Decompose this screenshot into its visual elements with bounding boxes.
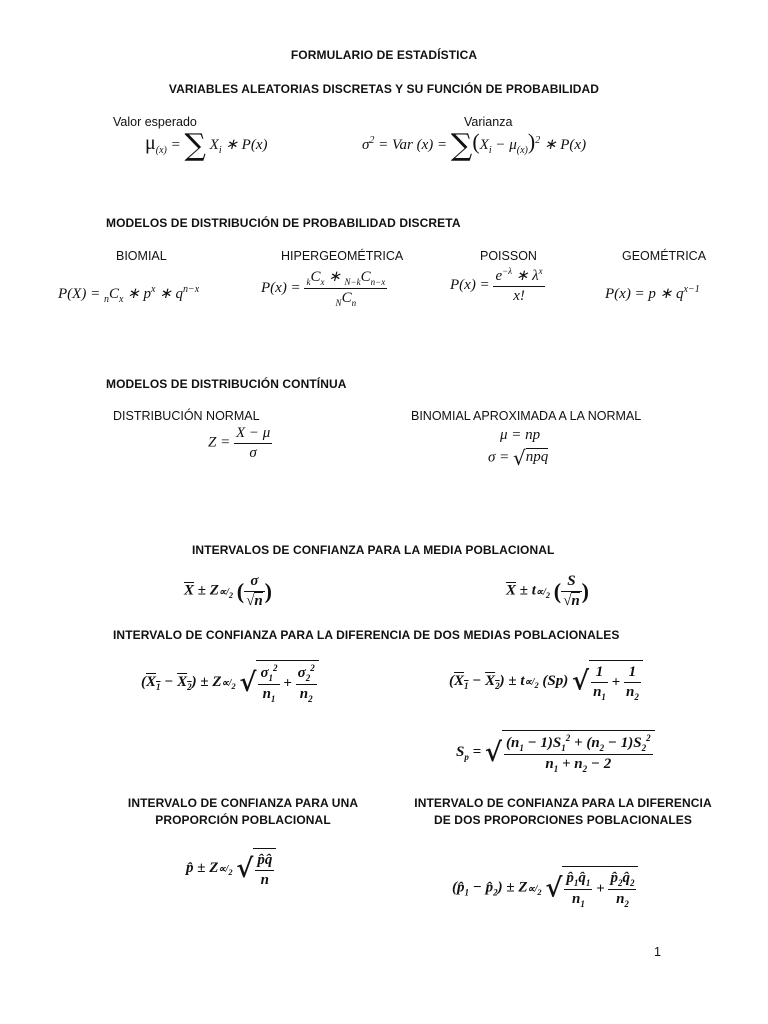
section-heading-continuous-models: MODELOS DE DISTRIBUCIÓN CONTÍNUA	[106, 377, 347, 391]
proportion-ci-heading-line2: PROPORCIÓN POBLACIONAL	[155, 813, 331, 827]
hypergeometric-label: HIPERGEOMÉTRICA	[281, 249, 404, 263]
proportion-ci-heading-line1: INTERVALO DE CONFIANZA PARA UNA	[127, 796, 359, 810]
diff-proportions-ci-heading-line2: DE DOS PROPORCIONES POBLACIONALES	[434, 813, 692, 827]
expected-value-label: Valor esperado	[113, 115, 197, 129]
z-score-formula: Z = $\frac{X - \mu}{\sigma}$	[208, 425, 271, 461]
binomial-label: BIOMIAL	[116, 249, 167, 263]
expected-value-formula: $\mu_{(x)}$ = ∑ $X_i$ ∗ P(x)	[145, 128, 268, 163]
binomial-approx-normal-label: BINOMIAL APROXIMADA A LA NORMAL	[411, 409, 642, 423]
variance-formula: $\sigma^2$ = Var $(x) = \sum(X_i - \mu_{(x)})^2$ ∗ P(x)	[362, 128, 587, 163]
poisson-label: POISSON	[480, 249, 537, 263]
geometric-formula: P(x) = p ∗ $q^{x-1}$	[605, 284, 700, 302]
normal-distribution-label: DISTRIBUCIÓN NORMAL	[113, 409, 260, 423]
mean-ci-t-formula: $\overline{X} \pm t\propto/_2$ ( $\frac{S}{√n}$ )	[506, 573, 589, 609]
geometric-label: GEOMÉTRICA	[622, 249, 707, 263]
diff-proportions-ci-formula: ($p̂_1$ − $p̂_2) \pm Z\propto/_2$ √ $\frac{p̂_1q̂_1}{n_1}$ + $\frac{p̂_2q̂_2}{n_2}$	[452, 866, 638, 911]
section-heading-difference-proportions-ci	[410, 795, 716, 829]
mean-ci-z-formula: $\overline{X} \pm Z\propto/_2$ ( $\frac{\sigma}{√n}$ )	[184, 573, 272, 609]
section-heading-proportion-ci	[110, 795, 376, 829]
section-heading-discrete-models: MODELOS DE DISTRIBUCIÓN DE PROBABILIDAD DISCRETA	[106, 216, 461, 230]
pooled-sd-formula: $S_p$ = √ $\frac{(n_1 - 1)S_1^2 + (n_2 - 1)S_2^2}{n_1 + n_2 - 2}$	[456, 730, 655, 776]
section-heading-mean-ci: INTERVALOS DE CONFIANZA PARA LA MEDIA POBLACIONAL	[192, 543, 555, 557]
binomial-mean-formula: μ = np	[500, 427, 541, 443]
page-title: FORMULARIO DE ESTADÍSTICA	[290, 48, 478, 62]
binomial-formula: $P(X) = _nC_x$ ∗ $p^x$ ∗ $q^{n-x}$	[58, 284, 200, 305]
diff-means-z-formula: $(X_1 - X_2) \pm Z\propto/_2$ √ $\frac{\sigma_1^2}{n_1}$ + $\frac{\sigma_2^2}{n_2}$	[141, 660, 319, 706]
hypergeometric-formula: P(x) = $\frac{_kC_x ∗ _{N-k}C_{n-x}}{_NC_n}$	[261, 269, 386, 309]
diff-means-t-formula: $(X_1 - X_2) \pm t\propto/_2$ (Sp) √ $\frac{1}{n_1}$ + $\frac{1}{n_2}$	[449, 660, 643, 703]
proportion-ci-formula: p̂ ± $Z\propto/_2$ √ $\frac{p̂q̂}{n}$	[186, 848, 276, 890]
page-number: 1	[654, 945, 661, 959]
binomial-sd-formula: σ = √npq	[488, 446, 549, 470]
poisson-formula: P(x) = $\frac{e^{-\lambda} ∗ \lambda^x}{x!}$	[450, 266, 543, 304]
variance-label: Varianza	[464, 115, 513, 129]
diff-proportions-ci-heading-line1: INTERVALO DE CONFIANZA PARA LA DIFERENCIA	[414, 796, 712, 810]
section-heading-discrete-variables: VARIABLES ALEATORIAS DISCRETAS Y SU FUNCIÓN DE PROBABILIDAD	[168, 82, 600, 96]
section-heading-difference-means-ci: INTERVALO DE CONFIANZA PARA LA DIFERENCIA DE DOS MEDIAS POBLACIONALES	[113, 628, 620, 642]
